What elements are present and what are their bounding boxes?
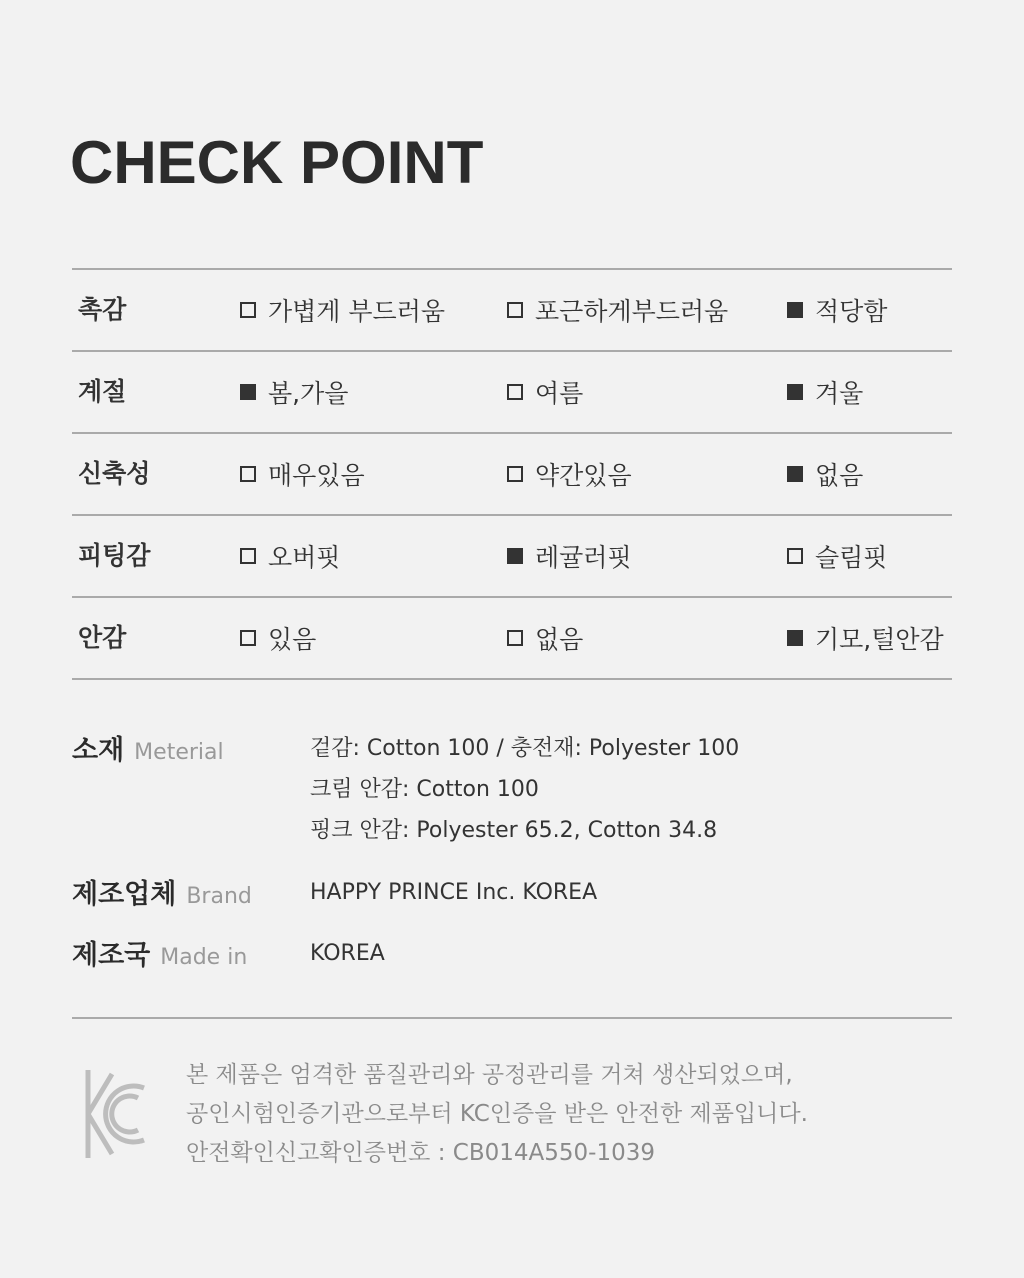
option bbox=[240, 434, 365, 514]
spec-label bbox=[72, 728, 224, 767]
checkbox-icon bbox=[240, 302, 256, 318]
option bbox=[787, 598, 944, 678]
checkbox-icon bbox=[507, 302, 523, 318]
row-label: 계절 bbox=[78, 377, 127, 406]
option bbox=[787, 270, 887, 350]
checkbox-icon bbox=[787, 466, 803, 482]
option bbox=[507, 598, 583, 678]
kc-notice bbox=[186, 1056, 808, 1173]
material-line: 핑크 안감: Polyester 65.2, Cotton 34.8 bbox=[310, 818, 718, 843]
checkbox-icon bbox=[507, 466, 523, 482]
option bbox=[787, 516, 887, 596]
row-season bbox=[72, 352, 952, 434]
option-label: 약간있음 bbox=[535, 461, 632, 490]
material-line: 겉감: Cotton 100 / 충전재: Polyester 100 bbox=[310, 736, 740, 761]
option bbox=[240, 352, 348, 432]
row-lining bbox=[72, 598, 952, 680]
option-label: 적당함 bbox=[815, 297, 888, 326]
spec-label-ko: 제조국 bbox=[72, 940, 151, 971]
notice-line: 본 제품은 엄격한 품질관리와 공정관리를 거쳐 생산되었으며, bbox=[186, 1062, 793, 1088]
checkbox-icon bbox=[507, 630, 523, 646]
option bbox=[507, 352, 583, 432]
row-stretch bbox=[72, 434, 952, 516]
checkbox-icon bbox=[240, 384, 256, 400]
option-label: 포근하게부드러움 bbox=[535, 297, 729, 326]
option bbox=[240, 598, 316, 678]
spec-label-en: Meterial bbox=[134, 740, 224, 765]
spec-label-ko: 소재 bbox=[72, 735, 125, 766]
option bbox=[507, 434, 632, 514]
brand-value: HAPPY PRINCE Inc. KOREA bbox=[310, 880, 598, 905]
page-title: CHECK POINT bbox=[70, 129, 484, 196]
option bbox=[240, 270, 445, 350]
option-label: 있음 bbox=[268, 625, 317, 654]
checkbox-icon bbox=[507, 548, 523, 564]
checkbox-icon bbox=[787, 548, 803, 564]
option-label: 기모,털안감 bbox=[815, 625, 944, 654]
row-touch bbox=[72, 270, 952, 352]
notice-line: 공인시험인증기관으로부터 KC인증을 받은 안전한 제품입니다. bbox=[186, 1101, 808, 1127]
option bbox=[507, 516, 632, 596]
option-label: 가볍게 부드러움 bbox=[268, 297, 445, 326]
row-fit bbox=[72, 516, 952, 598]
spec-label-ko: 제조업체 bbox=[72, 879, 177, 910]
checkbox-icon bbox=[787, 630, 803, 646]
material-line: 크림 안감: Cotton 100 bbox=[310, 777, 539, 802]
spec-label bbox=[72, 872, 252, 911]
checkbox-icon bbox=[240, 548, 256, 564]
checkbox-icon bbox=[787, 384, 803, 400]
spec-label bbox=[72, 933, 247, 972]
row-label: 피팅감 bbox=[78, 541, 151, 570]
option-label: 레귤러핏 bbox=[535, 543, 632, 572]
option-label: 오버핏 bbox=[268, 543, 341, 572]
row-label: 촉감 bbox=[78, 295, 127, 324]
option-label: 겨울 bbox=[815, 379, 864, 408]
option bbox=[787, 352, 863, 432]
option bbox=[240, 516, 340, 596]
checkbox-icon bbox=[240, 630, 256, 646]
origin-value: KOREA bbox=[310, 941, 385, 966]
row-label: 안감 bbox=[78, 623, 127, 652]
divider bbox=[72, 1017, 952, 1019]
option-label: 봄,가을 bbox=[268, 379, 349, 408]
checkbox-icon bbox=[507, 384, 523, 400]
row-label: 신축성 bbox=[78, 459, 151, 488]
notice-line: 안전확인신고확인증번호 : CB014A550-1039 bbox=[186, 1140, 655, 1166]
spec-label-en: Brand bbox=[186, 884, 252, 909]
option-label: 없음 bbox=[815, 461, 864, 490]
option bbox=[787, 434, 863, 514]
option bbox=[507, 270, 728, 350]
spec-label-en: Made in bbox=[160, 945, 248, 970]
checkbox-icon bbox=[787, 302, 803, 318]
option-label: 여름 bbox=[535, 379, 584, 408]
check-point-table bbox=[72, 268, 952, 680]
option-label: 매우있음 bbox=[268, 461, 365, 490]
option-label: 없음 bbox=[535, 625, 584, 654]
kc-mark-icon bbox=[82, 1066, 146, 1162]
option-label: 슬림핏 bbox=[815, 543, 888, 572]
checkbox-icon bbox=[240, 466, 256, 482]
